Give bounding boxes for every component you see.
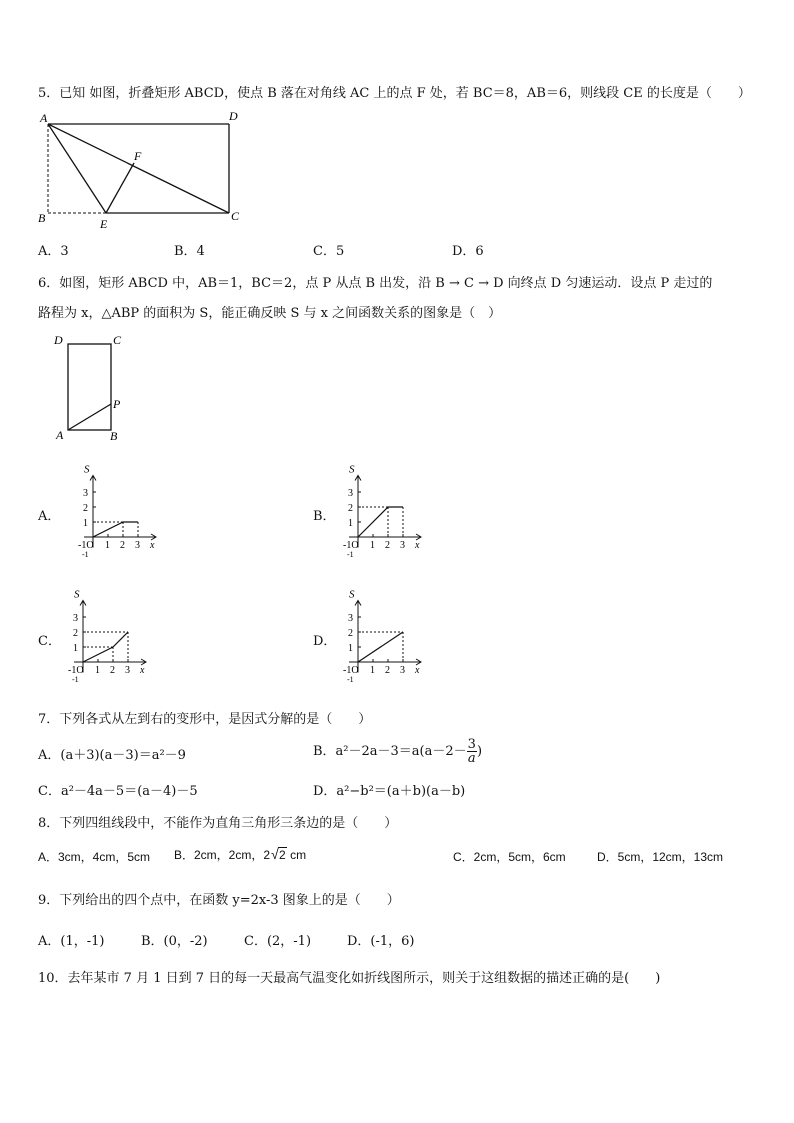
neg-one-label: -1 <box>72 675 79 684</box>
y-axis-label: S <box>84 463 90 476</box>
q6-graph-b <box>340 465 440 565</box>
x-tick-label: 3 <box>400 665 405 676</box>
x-tick-label: 2 <box>120 540 125 551</box>
x-tick-label: 1 <box>95 665 100 676</box>
q6-option-c-letter: C． <box>38 634 61 649</box>
y-tick-label: 1 <box>348 518 353 529</box>
q9-option-d: D．(-1，6) <box>347 934 415 949</box>
y-tick-label: 3 <box>348 488 353 499</box>
y-tick-label: 3 <box>348 613 353 624</box>
q5-text: 5．已知 如图，折叠矩形 ABCD，使点 B 落在对角线 AC 上的点 F 处，若 BC＝8，AB＝6，则线段 CE 的长度是（ ） <box>38 86 751 101</box>
q5-label-c: C <box>231 209 240 223</box>
q7-option-d: D．a²−b²＝(a＋b)(a－b) <box>313 784 466 799</box>
y-tick-label: 1 <box>348 643 353 654</box>
q6-graph-a <box>75 465 175 565</box>
y-tick-label: 3 <box>73 613 78 624</box>
x-tick-label: 1 <box>370 665 375 676</box>
y-tick-label: 2 <box>348 503 353 514</box>
q5-option-d: D．6 <box>452 244 484 259</box>
q6-option-d-letter: D． <box>313 634 337 649</box>
q5-option-b: B．4 <box>174 244 205 259</box>
x-tick-label: 3 <box>400 540 405 551</box>
function-line <box>358 632 403 662</box>
q6-line2: 路程为 x，△ABP 的面积为 S，能正确反映 S 与 x 之间函数关系的图象是（ ） <box>38 306 502 321</box>
y-axis-label: S <box>349 463 355 476</box>
q8-option-b-sqrt <box>271 848 287 862</box>
y-tick-label: 2 <box>348 628 353 639</box>
y-axis-label: S <box>349 588 355 601</box>
q10-text: 10．去年某市 7 月 1 日到 7 日的每一天最高气温变化如折线图所示，则关于这组数据的描述正确的是( ) <box>38 971 661 986</box>
q5-option-c: C．5 <box>313 244 345 259</box>
q5-option-a: A．3 <box>38 244 69 259</box>
q7-option-a: A．(a＋3)(a－3)＝a²－9 <box>38 748 186 763</box>
q6-option-b-letter: B． <box>313 509 336 524</box>
x-tick-label: 3 <box>135 540 140 551</box>
q7-option-b-denominator: a <box>467 751 476 766</box>
origin-label: -1O <box>343 665 359 676</box>
x-tick-label: 1 <box>105 540 110 551</box>
x-tick-label: 1 <box>370 540 375 551</box>
q6-graph-d <box>340 590 440 690</box>
q6-label-c: C <box>113 333 122 347</box>
q9-option-c: C．(2，-1) <box>244 934 312 949</box>
q7-text: 7．下列各式从左到右的变形中，是因式分解的是（ ） <box>38 712 372 727</box>
neg-one-label: -1 <box>347 550 354 559</box>
x-axis-label: x <box>150 540 155 551</box>
q7-option-b <box>313 738 482 766</box>
q8-option-b <box>174 846 306 863</box>
q8-option-d: D．5cm，12cm，13cm <box>597 850 724 864</box>
sqrt-icon: √ <box>271 846 279 862</box>
y-tick-label: 2 <box>83 503 88 514</box>
q6-line1: 6．如图，矩形 ABCD 中，AB＝1，BC＝2，点 P 从点 B 出发，沿 B → C → D 向终点 D 匀速运动．设点 P 走过的 <box>38 276 713 291</box>
q5-figure <box>36 108 256 233</box>
q8-option-b-pre: B．2cm，2cm，2 <box>174 848 271 862</box>
q5-label-d: D <box>229 109 238 123</box>
x-tick-label: 2 <box>110 665 115 676</box>
neg-one-label: -1 <box>82 550 89 559</box>
q8-option-a: A．3cm，4cm，5cm <box>38 850 151 864</box>
q7-option-c: C．a²－4a－5＝(a－4)－5 <box>38 784 198 799</box>
q6-option-a-letter: A． <box>38 509 61 524</box>
q6-label-b: B <box>110 429 118 443</box>
x-tick-label: 2 <box>385 665 390 676</box>
q7-option-b-post: ) <box>476 744 483 759</box>
q6-figure <box>50 332 140 447</box>
x-tick-label: 3 <box>125 665 130 676</box>
x-tick-label: 2 <box>385 540 390 551</box>
q5-label-a: A <box>40 111 48 125</box>
q9-option-a: A．(1，-1) <box>38 934 105 949</box>
q6-label-a: A <box>56 428 64 442</box>
y-tick-label: 3 <box>83 488 88 499</box>
y-tick-label: 2 <box>73 628 78 639</box>
x-axis-label: x <box>415 540 420 551</box>
y-tick-label: 1 <box>73 643 78 654</box>
q6-graph-c <box>65 590 165 690</box>
x-axis-label: x <box>140 665 145 676</box>
q8-option-b-radicand: 2 <box>279 848 286 862</box>
q7-option-b-numerator: 3 <box>467 737 476 752</box>
y-axis-label: S <box>74 588 80 601</box>
q6-label-p: P <box>113 397 121 411</box>
q9-text: 9．下列给出的四个点中，在函数 y=2x-3 图象上的是（ ） <box>38 893 400 908</box>
neg-one-label: -1 <box>347 675 354 684</box>
q8-option-b-post: cm <box>290 848 307 862</box>
q8-text: 8．下列四组线段中，不能作为直角三角形三条边的是（ ） <box>38 816 398 831</box>
q5-label-b: B <box>38 211 46 225</box>
q9-option-b: B．(0，-2) <box>141 934 208 949</box>
function-line <box>83 632 128 662</box>
q7-option-b-pre: B．a²－2a－3＝a(a－2－ <box>313 744 467 759</box>
y-tick-label: 1 <box>83 518 88 529</box>
q5-label-e: E <box>100 217 108 231</box>
x-axis-label: x <box>415 665 420 676</box>
function-line <box>358 507 403 537</box>
origin-label: -1O <box>68 665 84 676</box>
function-line <box>93 522 138 537</box>
origin-label: -1O <box>343 540 359 551</box>
q7-option-b-fraction <box>467 738 477 765</box>
q6-label-d: D <box>54 333 63 347</box>
q5-label-f: F <box>134 149 142 163</box>
origin-label: -1O <box>78 540 94 551</box>
q8-option-c: C．2cm，5cm，6cm <box>453 850 566 864</box>
